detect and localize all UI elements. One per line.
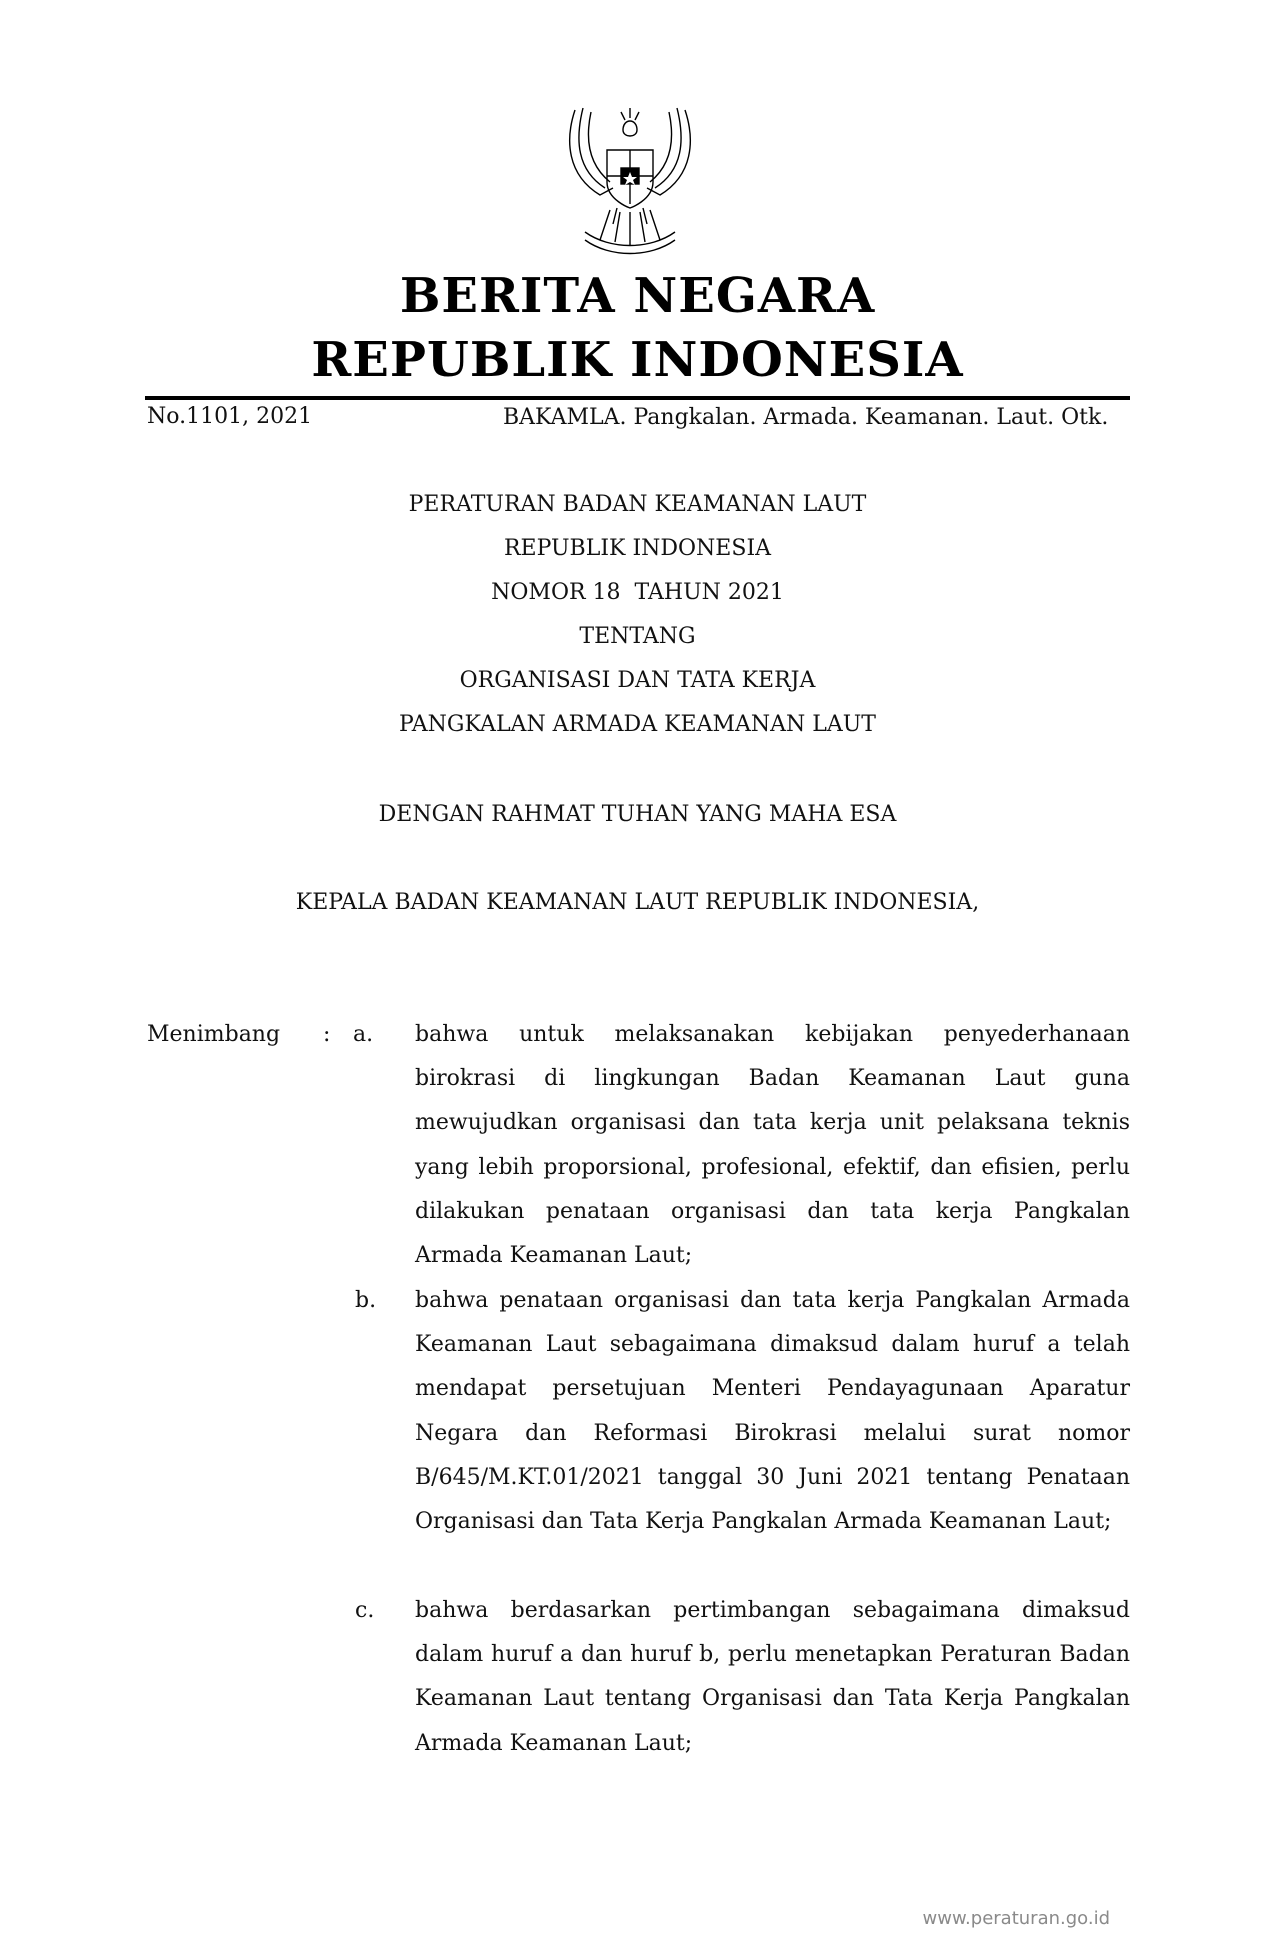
garuda-emblem-icon	[555, 100, 705, 260]
consideration-text-a: bahwa untuk melaksanakan kebijakan penyederhanaan birokrasi di lingkungan Badan Keamanan Laut guna mewujudkan organisasi dan tata kerja unit pelaksana teknis yang lebih proporsional, profesional, efektif, dan efisien, perlu dilakukan penataan organisasi dan tata kerja Pangkalan Armada Keamanan Laut;	[415, 1022, 1130, 1269]
source-watermark: www.peraturan.go.id	[922, 1908, 1110, 1929]
masthead-rule	[145, 396, 1130, 400]
masthead-title-line1: BERITA NEGARA	[399, 268, 876, 324]
consideration-text-c: bahwa berdasarkan pertimbangan sebagaimana dimaksud dalam huruf a dan huruf b, perlu menetapkan Peraturan Badan Keamanan Laut tentang Organisasi dan Tata Kerja Pangkalan Armada Keamanan Laut;	[415, 1598, 1130, 1756]
consideration-text-b: bahwa penataan organisasi dan tata kerja Pangkalan Armada Keamanan Laut sebagaimana dimaksud dalam huruf a telah mendapat persetujuan Menteri Pendayagunaan Aparatur Negara dan Reformasi Birokrasi melalui surat nomor B/645/M.KT.01/2021 tanggal 30 Juni 2021 tentang Penataan Organisasi dan Tata Kerja Pangkalan Armada Keamanan Laut;	[415, 1288, 1130, 1535]
considerations-label: Menimbang	[147, 1022, 281, 1047]
considerations-colon: :	[323, 1022, 331, 1047]
consideration-letter-a: a.	[353, 1022, 374, 1047]
regulation-subject-line1: ORGANISASI DAN TATA KERJA	[459, 668, 816, 693]
regulation-title-line2: REPUBLIK INDONESIA	[503, 536, 772, 561]
regulation-title-line1: PERATURAN BADAN KEAMANAN LAUT	[408, 492, 867, 517]
consideration-letter-b: b.	[355, 1288, 377, 1313]
consideration-letter-c: c.	[355, 1598, 375, 1623]
issuing-authority: KEPALA BADAN KEAMANAN LAUT REPUBLIK INDONESIA,	[295, 890, 980, 915]
gazette-subject: BAKAMLA. Pangkalan. Armada. Keamanan. Laut. Otk.	[503, 405, 1109, 430]
gazette-number: No.1101, 2021	[147, 404, 313, 429]
regulation-number: NOMOR 18 TAHUN 2021	[491, 580, 784, 605]
masthead-title-line2: REPUBLIK INDONESIA	[311, 332, 964, 388]
regulation-about: TENTANG	[579, 624, 696, 649]
regulation-subject-line2: PANGKALAN ARMADA KEAMANAN LAUT	[399, 712, 876, 737]
grace-formula: DENGAN RAHMAT TUHAN YANG MAHA ESA	[378, 802, 897, 827]
